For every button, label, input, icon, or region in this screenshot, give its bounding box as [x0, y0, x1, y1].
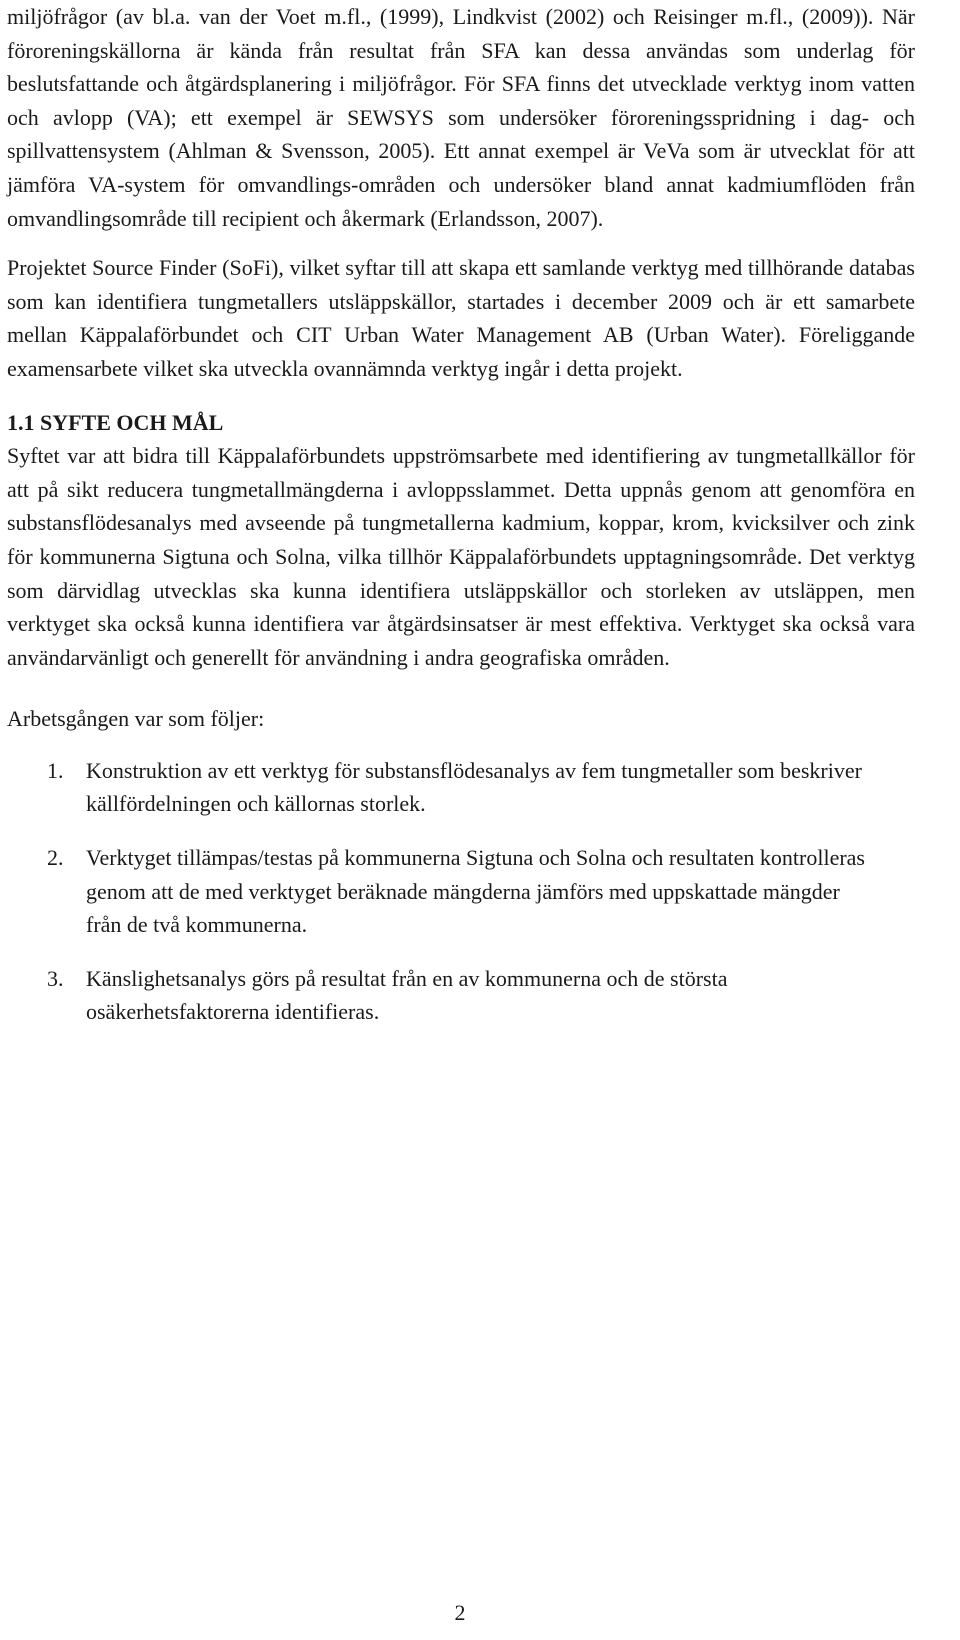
- list-item-text: Känslighetsanalys görs på resultat från en av kommunerna och de största osäkerhetsfaktorerna identifieras.: [86, 965, 728, 1025]
- section-heading: 1.1 SYFTE OCH MÅL: [7, 409, 224, 435]
- body-paragraph-4: Arbetsgången var som följer:: [7, 706, 265, 732]
- list-item-number: 3.: [47, 965, 64, 991]
- page-number: 2: [454, 1600, 466, 1625]
- list-item: [7, 754, 915, 821]
- body-paragraph-1: miljöfrågor (av bl.a. van der Voet m.fl., (1999), Lindkvist (2002) och Reisinger m.fl., (2009)). När föroreningskällorna är kända från resultat från SFA kan dessa användas som underlag för beslutsfattande och åtgärdsplanering i miljöfrågor. För SFA finns det utvecklade verktyg inom vatten och avlopp (VA); ett exempel är SEWSYS som undersöker föroreningsspridning i dag- och spillvattensystem (Ahlman & Svensson, 2005). Ett annat exempel är VeVa som är utvecklat för att jämföra VA-system för omvandlings-områden och undersöker bland annat kadmiumflöden från omvandlingsområde till recipient och åkermark (Erlandsson, 2007).: [7, 4, 915, 231]
- document-page: [7, 0, 915, 1049]
- body-paragraph-3: Syftet var att bidra till Käppalaförbundets uppströmsarbete med identifiering av tungmetallkällor för att på sikt reducera tungmetallmängderna i avloppsslammet. Detta uppnås genom att genomföra en substansflödesanalys med avseende på tungmetallerna kadmium, koppar, krom, kvicksilver och zink för kommunerna Sigtuna och Solna, vilka tillhör Käppalaförbundets upptagningsområde. Det verktyg som därvidlag utvecklas ska kunna identifiera utsläppskällor och storleken av utsläppen, men verktyget ska också kunna identifiera var åtgärdsinsatser är mest effektiva. Verktyget ska också vara användarvänligt och generellt för användning i andra geografiska områden.: [7, 443, 915, 670]
- list-item-text: Verktyget tillämpas/testas på kommunerna Sigtuna och Solna och resultaten kontrolleras genom att de med verktyget beräknade mängderna jämförs med uppskattade mängder från de två kommunerna.: [86, 845, 865, 938]
- list-item-number: 2.: [47, 845, 64, 871]
- list-item: [7, 962, 915, 1029]
- numbered-list: [7, 754, 915, 1029]
- list-item-text: Konstruktion av ett verktyg för substansflödesanalys av fem tungmetaller som beskriver källfördelningen och källornas storlek.: [86, 757, 862, 817]
- list-item: [7, 841, 915, 942]
- list-item-number: 1.: [47, 757, 64, 783]
- body-paragraph-2: Projektet Source Finder (SoFi), vilket syftar till att skapa ett samlande verktyg med tillhörande databas som kan identifiera tungmetallers utsläppskällor, startades i december 2009 och är ett samarbete mellan Käppalaförbundet och CIT Urban Water Management AB (Urban Water). Föreliggande examensarbete vilket ska utveckla ovannämnda verktyg ingår i detta projekt.: [7, 255, 915, 381]
